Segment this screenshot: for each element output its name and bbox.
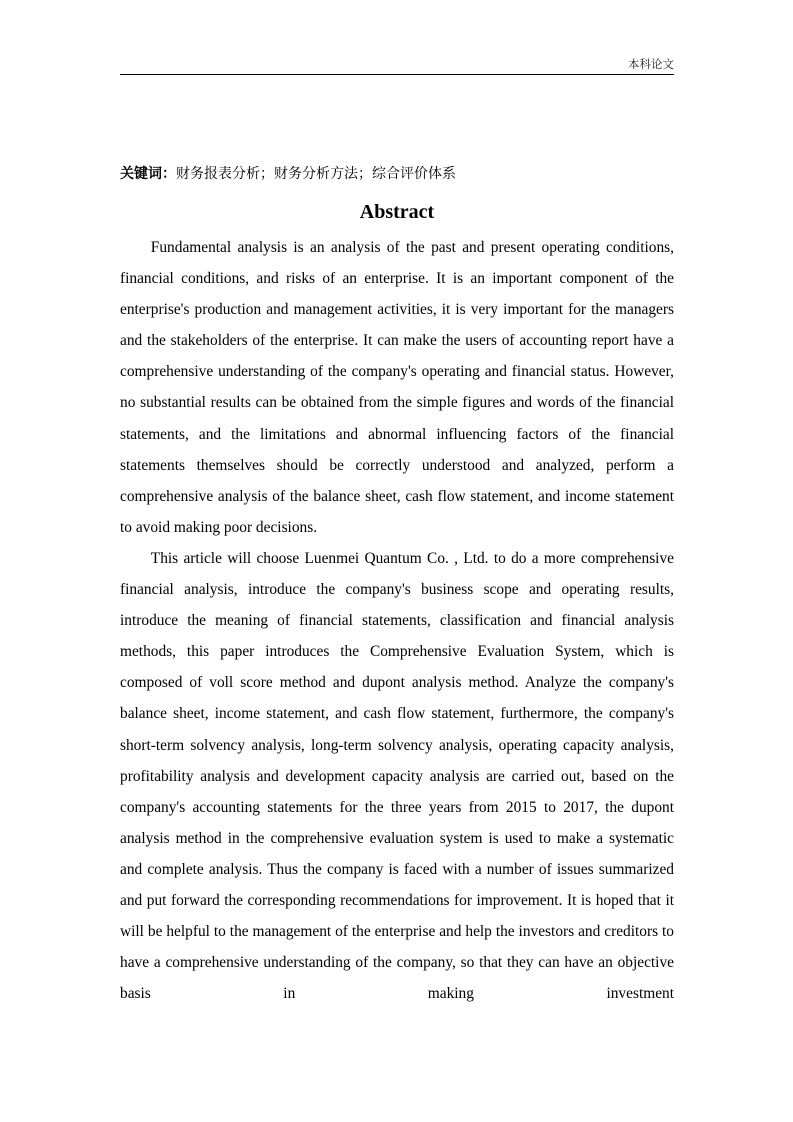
abstract-paragraph-2: This article will choose Luenmei Quantum Co. , Ltd. to do a more comprehensive financial analysis, introduce the company's business scope and operating results, introduce the meaning of financial statements, classification and financial analysis methods, this paper introduces the Comprehensive Evaluation System, which is composed of voll score method and dupont analysis method. Analyze the company's balance sheet, income statement, and cash flow statement, furthermore, the company's short-term solvency analysis, long-term solvency analysis, operating capacity analysis, profitability analysis and development capacity analysis are carried out, based on the company's accounting statements for the three years from 2015 to 2017, the dupont analysis method in the comprehensive evaluation system is used to make a systematic and complete analysis. Thus the company is faced with a number of issues summarized and put forward the corresponding recommendations for improvement. It is hoped that it will be helpful to the management of the enterprise and help the investors and creditors to have a comprehensive understanding of the company, so that they can have an objective basis in making investment <box>120 549 674 1003</box>
abstract-body <box>120 232 674 1009</box>
keywords-label: 关键词： <box>120 166 176 182</box>
keywords-line <box>120 164 674 184</box>
abstract-paragraph-1: Fundamental analysis is an analysis of the past and present operating conditions, financial conditions, and risks of an enterprise. It is an important component of the enterprise's production and management activities, it is very important for the managers and the stakeholders of the enterprise. It can make the users of accounting report have a comprehensive understanding of the company's operating and financial status. However, no substantial results can be obtained from the simple figures and words of the financial statements, and the limitations and abnormal influencing factors of the financial statements themselves should be correctly understood and analyzed, perform a comprehensive analysis of the balance sheet, cash flow statement, and income statement to avoid making poor decisions. <box>120 239 674 536</box>
abstract-title: Abstract <box>359 201 435 223</box>
header-label: 本科论文 <box>628 57 674 71</box>
page-header <box>120 56 674 75</box>
keywords-text: 财务报表分析；财务分析方法；综合评价体系 <box>176 166 456 182</box>
